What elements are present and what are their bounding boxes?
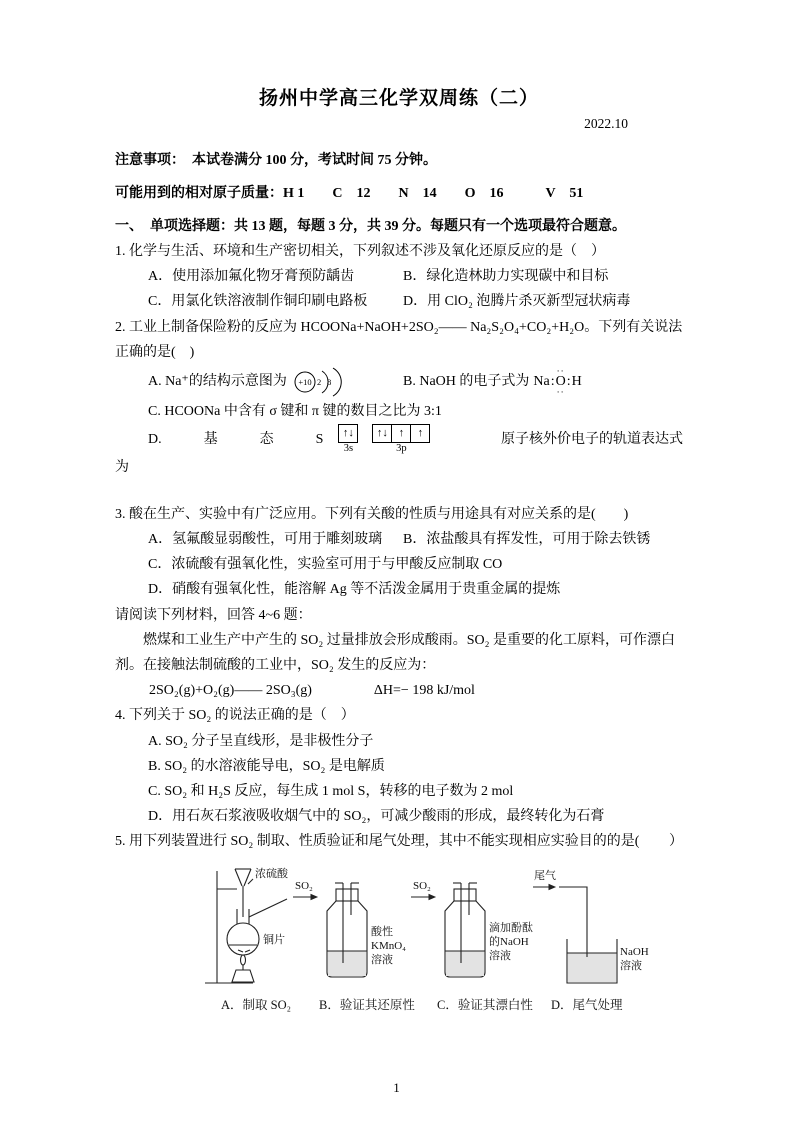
beaker-label-2: 溶液 — [620, 959, 642, 972]
q3-option-c: C．浓硫酸有强氧化性，实验室可用于与甲酸反应制取 CO — [148, 557, 503, 573]
q2-option-d-cont: 为 — [115, 459, 129, 475]
arrow2-label: SO₂ — [413, 879, 431, 892]
page-title: 扬州中学高三化学双周练（二） — [258, 88, 539, 109]
so2-equation: 2SO₂(g)+O₂(g)—— 2SO₃(g) — [149, 683, 312, 699]
experiment-diagram-wrap — [203, 859, 683, 1024]
orbital-3s-label: 3s — [343, 443, 354, 455]
bottle-c-label-3: 溶液 — [489, 949, 511, 962]
section-heading: 一、 单项选择题：共 13 题，每题 3 分，共 39 分。每题只有一个选项最符合题意。 — [115, 218, 626, 234]
q2-option-b-text: B. NaOH 的电子式为 — [403, 374, 530, 390]
na-ion-structure-diagram — [292, 365, 346, 399]
ef-oxygen-stack — [556, 368, 566, 396]
q2-stem: 2. 工业上制备保险粉的反应为 HCOONa+NaOH+2SO₂—— Na₂S₂O₄+CO₂+H₂O。下列有关说法正确的是( ) — [115, 319, 683, 360]
enthalpy-value: ΔH=− 198 kJ/mol — [373, 683, 475, 699]
q2-option-a-text: A. Na⁺的结构示意图为 — [148, 374, 287, 390]
bottle-c-label-2: 的NaOH — [489, 935, 529, 948]
bottle-b-label-1: 酸性 — [371, 925, 393, 938]
q4-option-d: D．用石灰石浆液吸收烟气中的 SO₂，可减少酸雨的形成，最终转化为石膏 — [148, 809, 605, 825]
q2-option-d-prefix: D. 基 态 S — [148, 431, 324, 447]
q4-stem: 4. 下列关于 SO₂ 的说法正确的是（ ） — [115, 708, 355, 724]
q4-option-a: A. SO₂ 分子呈直线形，是非极性分子 — [148, 733, 374, 749]
ef-lone-pair-left: : — [550, 374, 555, 390]
q1-option-d: D．用 ClO₂ 泡腾片杀灭新型冠状病毒 — [403, 294, 631, 310]
q2-option-b — [403, 365, 582, 399]
q1-options-cd — [115, 289, 683, 314]
q2-options-ab — [115, 365, 683, 399]
notice-line: 注意事项： 本试卷满分 100 分，考试时间 75 分钟。 — [115, 152, 437, 168]
q1-option-b: B．绿化造林助力实现碳中和目标 — [403, 269, 609, 285]
experiment-apparatus-diagram — [203, 859, 663, 1019]
caption-d: D．尾气处理 — [551, 997, 623, 1012]
page-number: 1 — [393, 1080, 400, 1095]
arrow3-label: 尾气 — [534, 869, 556, 882]
q3-stem: 3. 酸在生产、实验中有广泛应用。下列有关酸的性质与用途具有对应关系的是( ) — [115, 506, 629, 522]
na-shell-1: 2 — [316, 377, 322, 388]
material-paragraph: 燃煤和工业生产中产生的 SO₂ 过量排放会形成酸雨。SO₂ 是重要的化工原料，可作漂白剂。在接触法制硫酸的工业中，SO₂ 发生的反应为： — [115, 632, 676, 674]
orbital-3p-label: 3p — [396, 443, 407, 455]
material-equation-row — [115, 678, 683, 703]
q5-stem-text: 5. 用下列装置进行 SO₂ 制取、性质验证和尾气处理，其中不能实现相应实验目的的是( — [115, 834, 640, 850]
q1-option-a: A．使用添加氟化物牙膏预防龋齿 — [148, 269, 355, 285]
naoh-electron-formula — [533, 368, 581, 396]
arrow1-label: SO₂ — [295, 879, 313, 892]
ef-na: Na — [533, 374, 550, 390]
na-nucleus-charge: +10 — [298, 377, 312, 388]
q1-option-c: C．用氯化铁溶液制作铜印刷电路板 — [148, 294, 368, 310]
gas-washing-bottle-naoh — [445, 883, 533, 977]
caption-c: C．验证其漂白性 — [437, 997, 533, 1012]
q4-option-c: C. SO₂ 和 H₂S 反应，每生成 1 mol S，转移的电子数为 2 mol — [148, 783, 514, 799]
tail-gas-beaker — [559, 887, 649, 983]
q3-option-a: A．氢氟酸显弱酸性，可用于雕刻玻璃 — [148, 532, 383, 548]
q2-option-d-suffix: 原子核外价电子的轨道表达式 — [501, 431, 683, 447]
caption-b: B．验证其还原性 — [319, 997, 415, 1012]
bottle-c-label-1: 滴加酚酞 — [489, 921, 533, 934]
so2-generator — [205, 866, 289, 983]
q3-options-ab — [115, 527, 683, 552]
orbital-3p-row — [372, 424, 430, 443]
q3-option-d: D．硝酸有强氧化性，能溶解 Ag 等不活泼金属用于贵重金属的提炼 — [148, 582, 561, 598]
exam-date: 2022.10 — [584, 115, 628, 131]
bottle-b-label-3: 溶液 — [371, 953, 393, 966]
orbital-3p-box-2: ↑ — [391, 424, 411, 443]
ef-dots-bottom: ·· — [556, 387, 565, 398]
orbital-3p-group — [372, 424, 430, 455]
q1-options-ab — [115, 264, 683, 289]
ef-h: H — [571, 374, 582, 390]
q2-option-a — [148, 365, 403, 399]
orbital-diagram — [331, 424, 437, 455]
funnel-label: 浓硫酸 — [255, 867, 288, 880]
copper-label: 铜片 — [263, 933, 285, 946]
material-intro: 请阅读下列材料，回答 4~6 题： — [115, 607, 312, 623]
q2-option-d — [115, 424, 683, 455]
gas-washing-bottle-kmno4 — [327, 883, 406, 977]
orbital-3s-box: ↑↓ — [338, 424, 358, 443]
orbital-3p-box-1: ↑↓ — [372, 424, 392, 443]
q3-option-b: B．浓盐酸具有挥发性，可用于除去铁锈 — [403, 532, 651, 548]
q2-option-c: C. HCOONa 中含有 σ 键和 π 键的数目之比为 3:1 — [148, 404, 442, 420]
orbital-3p-box-3: ↑ — [410, 424, 430, 443]
orbital-3s-group — [338, 424, 358, 455]
q4-option-b: B. SO₂ 的水溶液能导电，SO₂ 是电解质 — [148, 758, 385, 774]
bottle-b-label-2: KMnO₄ — [371, 939, 407, 952]
na-shell-2: 8 — [326, 377, 332, 388]
q1-stem: 1. 化学与生活、环境和生产密切相关，下列叙述不涉及氧化还原反应的是（ ） — [115, 244, 605, 260]
caption-a: A．制取 SO₂ — [221, 997, 291, 1012]
atomic-masses-line: 可能用到的相对原子质量：H 1 C 12 N 14 O 16 V 51 — [115, 185, 584, 201]
ef-lone-pair-right: : — [566, 374, 571, 390]
ef-dots-top: ·· — [556, 366, 565, 377]
q5-close-paren: ） — [669, 834, 683, 850]
beaker-label-1: NaOH — [620, 945, 649, 958]
ef-o: O — [555, 374, 566, 390]
q5-stem — [115, 829, 683, 854]
